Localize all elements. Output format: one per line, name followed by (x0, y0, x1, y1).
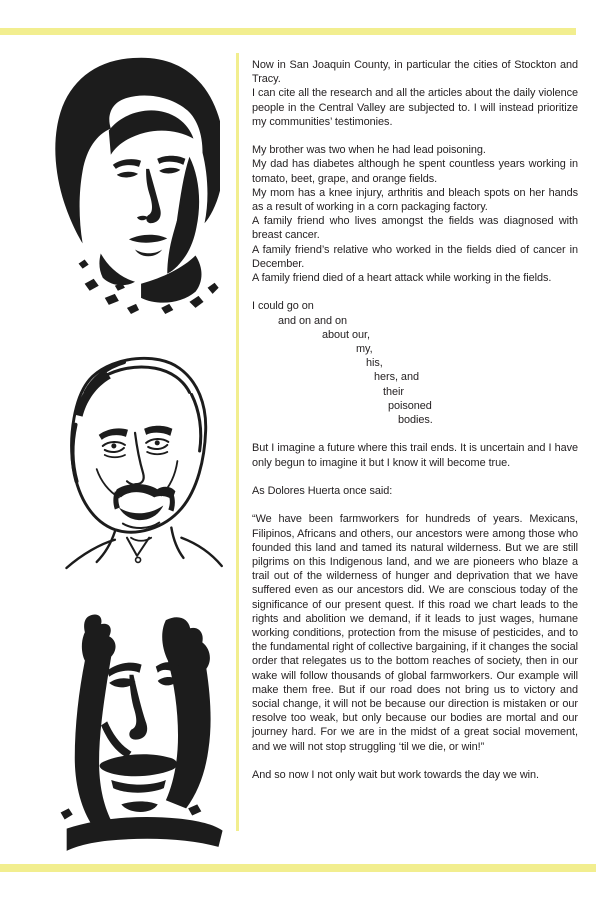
smiling-man-sketch-svg (30, 340, 232, 570)
young-man-ink-portrait-svg (48, 56, 220, 318)
bottom-divider-rule (0, 864, 596, 872)
poem-line-7: their (383, 385, 404, 398)
intro-line-1: Now in San Joaquin County, in particular the cities of Stockton and Tracy. (252, 59, 578, 86)
essay-text-column (252, 58, 578, 796)
poem-line-1: I could go on (252, 300, 314, 313)
poem-line-2: and on and on (278, 314, 347, 327)
elder-woodcut-svg (36, 610, 234, 858)
intro-paragraph (252, 58, 578, 129)
smiling-mustached-man-sketch-portrait (30, 340, 232, 570)
poem-line-3: about our, (322, 328, 370, 341)
testimony-brother: My brother was two when he had lead poisoning. (252, 144, 486, 157)
closing-line: And so now I not only wait but work towards the day we win. (252, 769, 540, 782)
top-divider-rule (0, 28, 576, 35)
staircase-poem (252, 299, 578, 427)
poem-line-8: poisoned (388, 399, 432, 412)
intro-line-2: I can cite all the research and all the articles about the daily violence people in the Central Valley are subjected to. I will instead prioritize my communities’ testimonies. (252, 87, 578, 128)
testimony-mom: My mom has a knee injury, arthritis and bleach spots on her hands as a result of working in a corn packaging factory. (252, 186, 578, 214)
young-man-ink-portrait (48, 56, 220, 318)
future-paragraph: But I imagine a future where this trail ends. It is uncertain and I have only begun to imagine it but I know it will become true. (252, 442, 578, 469)
dolores-huerta-quote: “We have been farmworkers for hundreds of years. Mexicans, Filipinos, Africans and others, our ancestors were among those who founded this land and tamed its natural wilderness. But we are still pilgrims on this Indigenous land, and we are pioneers who blaze a trail out of the wilderness of hunger and deprivation that we have suffered even as our ancestors did. We are conscious today of the significance of our present quest. If this road we chart leads to the rights and abolition we demand, if it leads to just wages, humane working conditions, protection from the misuse of pesticides, and to the fundamental right of collective bargaining, if it changes the social order that relegates us to the bottom reaches of society, then in our wake will follow thousands of global farmworkers. Our example will make them free. But if our road does not bring us to victory and social change, it will not be because our direction is mistaken or our resolve too weak, but only because our bodies are mortal and our journey hard. For we are in the midst of a great social movement, and we will not stop struggling ‘til we die, or win!” (252, 513, 578, 753)
poem-line-6: hers, and (374, 371, 419, 384)
testimony-friend-breast-cancer: A family friend who lives amongst the fields was diagnosed with breast cancer. (252, 215, 578, 242)
testimony-friend-heart-attack: A family friend died of a heart attack while working in the fields. (252, 272, 552, 285)
column-divider-rule (236, 53, 239, 831)
poem-line-4: my, (356, 343, 373, 356)
poem-line-5: his, (366, 357, 383, 370)
testimony-friends-relative: A family friend’s relative who worked in the fields died of cancer in December. (252, 243, 578, 270)
quote-intro-line: As Dolores Huerta once said: (252, 485, 393, 498)
elder-woodcut-portrait (36, 610, 234, 858)
testimonies-paragraph (252, 143, 578, 285)
testimony-dad: My dad has diabetes although he spent countless years working in tomato, beet, grape, and orange fields. (252, 158, 578, 185)
poem-line-9: bodies. (398, 414, 433, 427)
